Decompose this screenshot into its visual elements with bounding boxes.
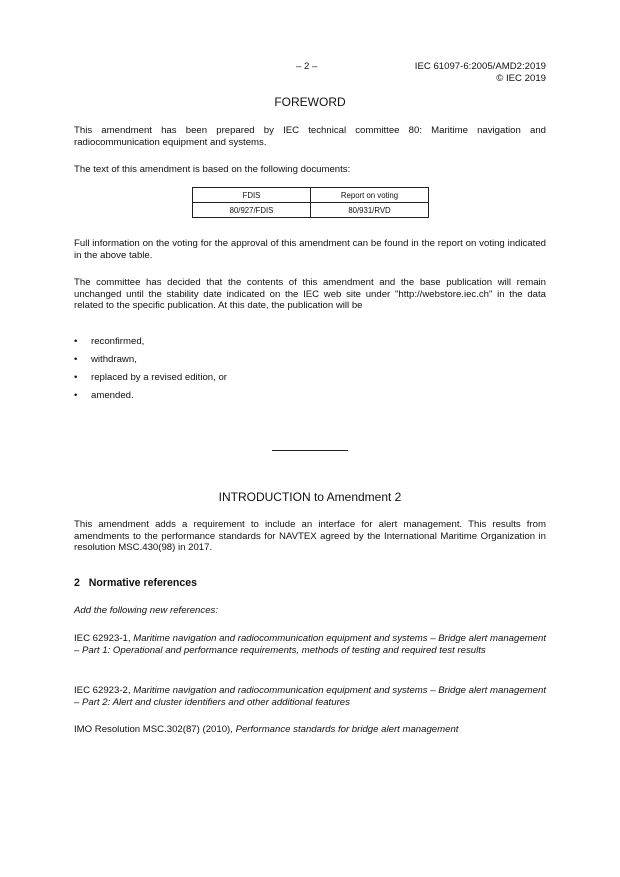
foreword-title: FOREWORD [274, 95, 346, 109]
reference-id: IEC 62923-2, [74, 685, 134, 696]
list-item: • reconfirmed, [74, 336, 227, 354]
document-header [415, 61, 546, 84]
foreword-paragraph-4: The committee has decided that the contents of this amendment and the base publication will remain unchanged until the stability date indicated on the IEC web site under "http://webstore.iec.ch" in the data related to the specific publication. At this date, the publication will be [74, 277, 546, 312]
reference-id: IEC 62923-1, [74, 633, 134, 644]
reference-3 [74, 724, 546, 736]
list-item: • amended. [74, 390, 227, 408]
section-2-instruction: Add the following new references: [74, 605, 218, 616]
reference-1 [74, 633, 546, 656]
document-id: IEC 61097-6:2005/AMD2:2019 [414, 61, 546, 72]
table-cell: 80/931/RVD [311, 203, 429, 218]
reference-title: Performance standards for bridge alert management [235, 724, 459, 735]
reference-2 [74, 685, 546, 708]
voting-table [192, 187, 429, 218]
introduction-paragraph: This amendment adds a requirement to include an interface for alert management. This results from amendments to the performance standards for NAVTEX agreed by the International Maritime Organization in resolution MSC.430(98) in 2017. [74, 519, 546, 554]
list-item: • withdrawn, [74, 354, 227, 372]
table-header-row [193, 188, 429, 203]
table-header-cell: FDIS [193, 188, 311, 203]
foreword-paragraph-3: Full information on the voting for the approval of this amendment can be found in the report on voting indicated in the above table. [74, 238, 546, 261]
list-item: • replaced by a revised edition, or [74, 372, 227, 390]
reference-title: Maritime navigation and radiocommunication equipment and systems – Bridge alert management – Part 1: Operational and performance requirements, methods of testing and required test results [74, 633, 547, 656]
table-header-cell: Report on voting [311, 188, 429, 203]
table-row [193, 203, 429, 218]
publication-options-list [74, 336, 227, 408]
page-number: – 2 – [296, 61, 318, 72]
copyright-line: © IEC 2019 [496, 72, 546, 84]
table-cell: 80/927/FDIS [193, 203, 311, 218]
reference-title: Maritime navigation and radiocommunication equipment and systems – Bridge alert management – Part 2: Alert and cluster identifiers and other additional features [74, 685, 547, 708]
foreword-paragraph-1: This amendment has been prepared by IEC technical committee 80: Maritime navigation and radiocommunication equipment and systems. [74, 125, 546, 148]
section-divider [272, 450, 348, 451]
reference-id: IMO Resolution MSC.302(87) (2010), [74, 724, 236, 735]
section-2-heading: 2 Normative references [74, 577, 198, 589]
introduction-title: INTRODUCTION to Amendment 2 [218, 490, 402, 504]
foreword-paragraph-2: The text of this amendment is based on the following documents: [74, 164, 351, 175]
